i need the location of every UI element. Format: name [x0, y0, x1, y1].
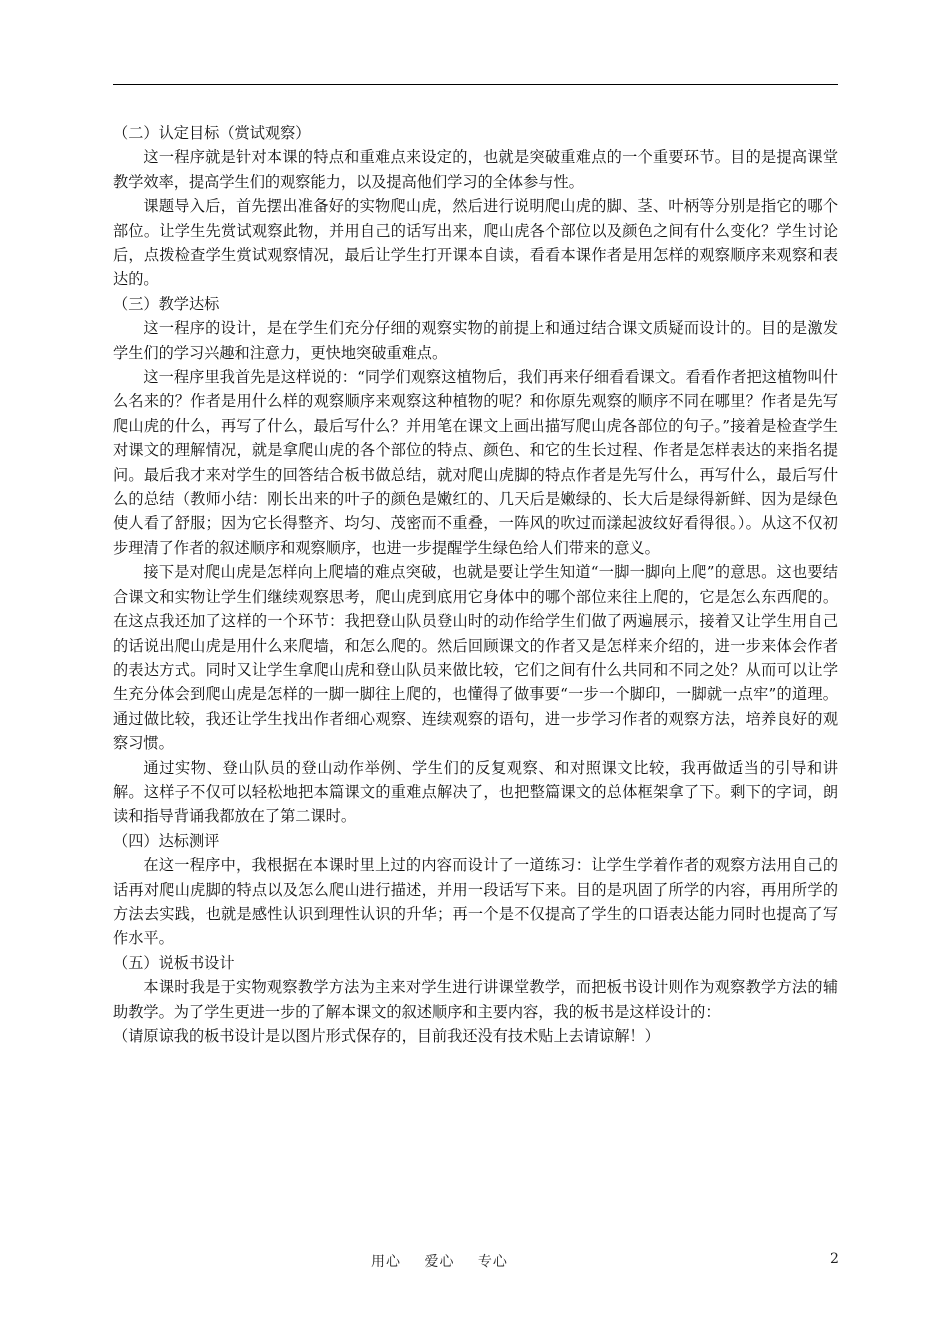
page-footer [0, 1251, 950, 1271]
paragraph: 这一程序里我首先是这样说的：“同学们观察这植物后，我们再来仔细看看课文。看看作者把这植物叫什么名来的？作者是用什么样的观察顺序来观察这种植物的呢？和你原先观察的顺序不同在哪里？作者是先写爬山虎的什么，再写了什么，最后写什么？并用笔在课文上画出描写爬山虎各部位的句子。”接着是检查学生对课文的理解情况，就是拿爬山虎的各个部位的特点、颜色、和它的生长过程、作者是怎样表达的来指名提问。最后我才来对学生的回答结合板书做总结，就对爬山虎脚的特点作者是先写什么，再写什么，最后写什么的总结（教师小结：刚长出来的叶子的颜色是嫩红的、几天后是嫩绿的、长大后是绿得新鲜、因为是绿色使人看了舒服；因为它长得整齐、均匀、茂密而不重叠，一阵风的吹过而漾起波纹好看得很。）。从这不仅初步理清了作者的叙述顺序和观察顺序，也进一步提醒学生绿色给人们带来的意义。 [113, 368, 838, 557]
paragraph: 本课时我是于实物观察教学方法为主来对学生进行讲课堂教学，而把板书设计则作为观察教学方法的辅助教学。为了学生更进一步的了解本课文的叙述顺序和主要内容，我的板书是这样设计的： [113, 978, 838, 1021]
paragraph: 接下是对爬山虎是怎样向上爬墙的难点突破，也就是要让学生知道“一脚一脚向上爬”的意思。这也要结合课文和实物让学生们继续观察思考，爬山虎到底用它身体中的哪个部位来往上爬的，它是怎么东西爬的。在这点我还加了这样的一个环节：我把登山队员登山时的动作给学生们做了两遍展示，接着又让学生用自己的话说出爬山虎是用什么来爬墙，和怎么爬的。然后回顾课文的作者又是怎样来介绍的，进一步来体会作者的表达方式。同时又让学生拿爬山虎和登山队员来做比较，它们之间有什么共同和不同之处？从而可以让学生充分体会到爬山虎是怎样的一脚一脚往上爬的，也懂得了做事要“一步一个脚印，一脚就一点牢”的道理。通过做比较，我还让学生找出作者细心观察、连续观察的语句，进一步学习作者的观察方法，培养良好的观察习惯。 [113, 563, 838, 753]
page-number: 2 [830, 1251, 839, 1267]
paragraph: 这一程序的设计，是在学生们充分仔细的观察实物的前提上和通过结合课文质疑而设计的。目的是激发学生们的学习兴趣和注意力，更快地突破重难点。 [113, 319, 838, 362]
paragraph: 在这一程序中，我根据在本课时里上过的内容而设计了一道练习：让学生学着作者的观察方法用自己的话再对爬山虎脚的特点以及怎么爬山进行描述，并用一段话写下来。目的是巩固了所学的内容，再用所学的方法去实践，也就是感性认识到理性认识的升华；再一个是不仅提高了学生的口语表达能力同时也提高了写作水平。 [113, 856, 838, 948]
document-body [113, 121, 838, 1048]
section-heading: （二）认定目标（赏试观察） [113, 124, 311, 142]
section-3 [113, 292, 838, 829]
section-5 [113, 951, 838, 1049]
board-design-note: （请原谅我的板书设计是以图片形式保存的，目前我还没有技术贴上去请谅解！） [113, 1026, 660, 1045]
header-rule [113, 84, 838, 85]
footer-motto: 用心 爱心 专心 [371, 1254, 508, 1270]
paragraph: 这一程序就是针对本课的特点和重难点来设定的，也就是突破重难点的一个重要环节。目的是提高课堂教学效率，提高学生们的观察能力，以及提高他们学习的全体参与性。 [113, 148, 838, 191]
section-2 [113, 121, 838, 292]
section-4 [113, 829, 838, 951]
section-heading: （五）说板书设计 [113, 953, 235, 972]
section-heading: （三）教学达标 [113, 294, 220, 313]
section-heading: （四）达标测评 [113, 831, 220, 850]
paragraph: 通过实物、登山队员的登山动作举例、学生们的反复观察、和对照课文比较，我再做适当的引导和讲解。这样子不仅可以轻松地把本篇课文的重难点解决了，也把整篇课文的总体框架拿了下。剩下的字词，朗读和指导背诵我都放在了第二课时。 [113, 758, 838, 826]
paragraph: 课题导入后，首先摆出准备好的实物爬山虎，然后进行说明爬山虎的脚、茎、叶柄等分别是指它的哪个部位。让学生先赏试观察此物，并用自己的话写出来，爬山虎各个部位以及颜色之间有什么变化？学生讨论后，点拨检查学生赏试观察情况，最后让学生打开课本自读，看看本课作者是用怎样的观察顺序来观察和表达的。 [113, 197, 838, 289]
